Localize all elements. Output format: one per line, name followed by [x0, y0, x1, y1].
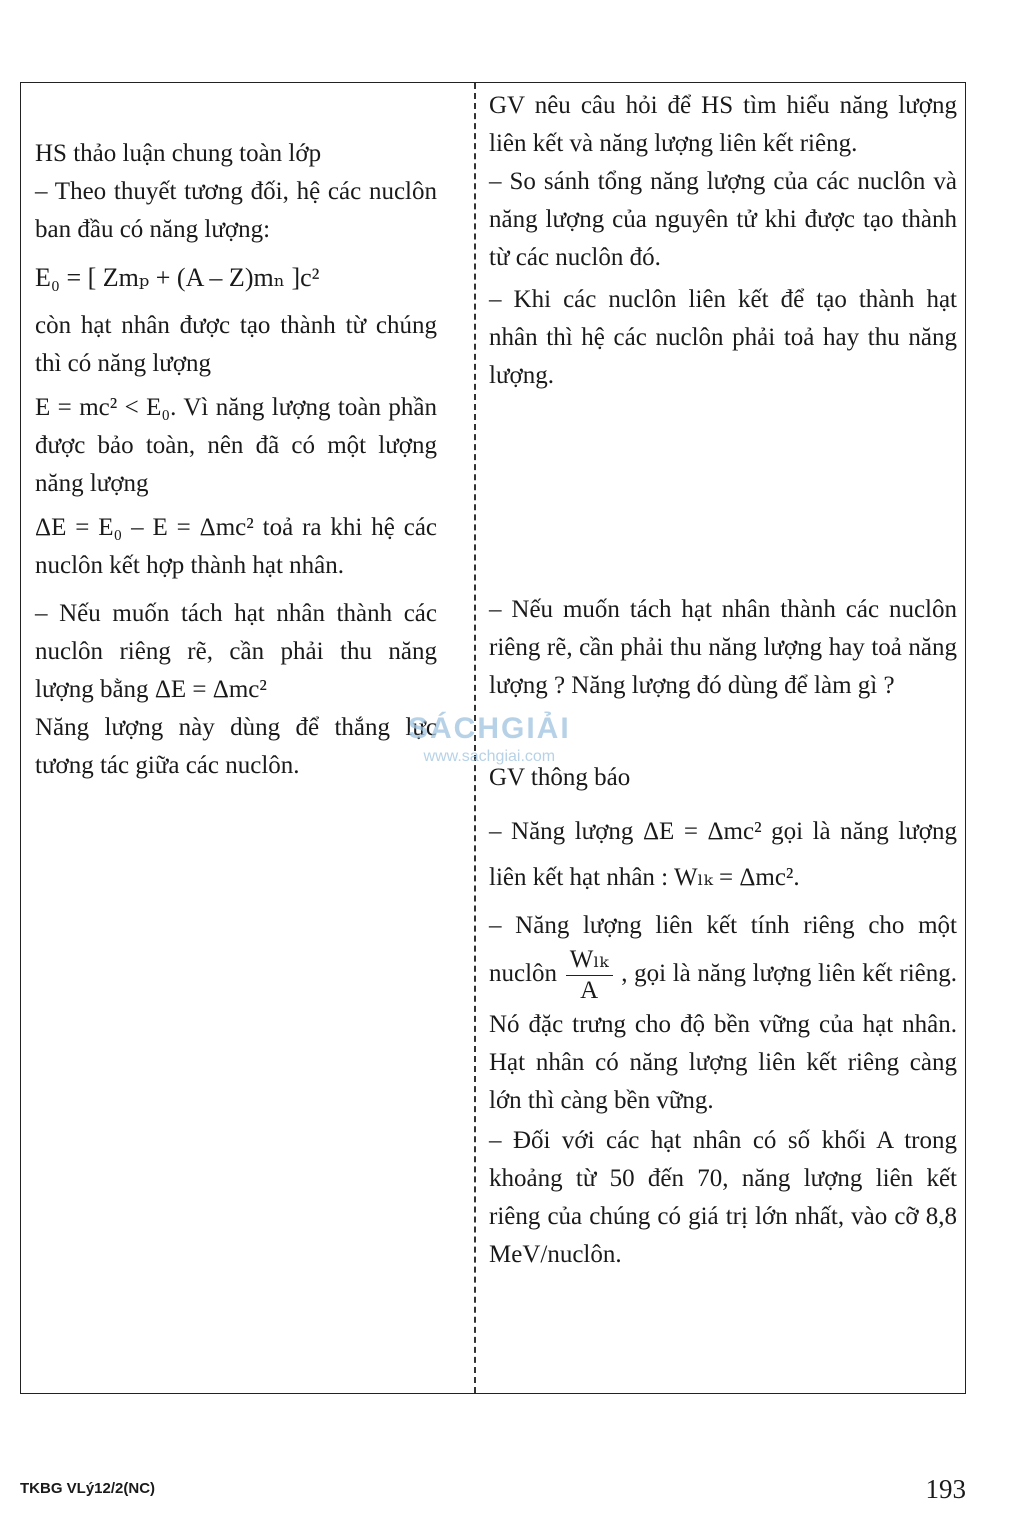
book-code: TKBG VLý12/2(NC) [20, 1480, 156, 1497]
left-paragraph-1d: toả ra khi hệ các nuclôn kết hợp thành hạt nhân. [35, 514, 438, 579]
equation-wlk: Wₗₖ = Δmc². [673, 864, 800, 891]
gv-notice: GV thông báo [489, 764, 631, 791]
watermark-logo: SÁCHGIẢI [408, 712, 571, 745]
teacher-column [489, 83, 957, 1274]
right-paragraph-4: – Nếu muốn tách hạt nhân thành các nuclôn riêng rẽ, cần phải thu năng lượng hay toả năng lượng ? Năng lượng đó dùng để làm gì ? [489, 596, 957, 699]
right-paragraph-2: – So sánh tổng năng lượng của các nuclôn và năng lượng của nguyên tử khi được tạo thành từ các nuclôn đó. [489, 168, 957, 271]
watermark [408, 712, 571, 766]
left-paragraph-2a: – Nếu muốn tách hạt nhân thành các nuclôn riêng rẽ, cần phải thu năng lượng bằng [35, 600, 437, 703]
left-paragraph-1b: còn hạt nhân được tạo thành từ chúng thì có năng lượng [35, 312, 437, 377]
right-paragraph-5b: gọi là năng lượng liên kết hạt nhân : [489, 818, 957, 891]
right-paragraph-1: GV nêu câu hỏi để HS tìm hiểu năng lượng liên kết và năng lượng liên kết riêng. [489, 92, 957, 157]
right-paragraph-7: – Đối với các hạt nhân có số khối A trong khoảng từ 50 đến 70, năng lượng liên kết riêng của chúng có giá trị lớn nhất, vào cỡ 8,8 MeV/nuclôn. [489, 1127, 957, 1268]
equation-binding-energy: ΔE = Δmc² [642, 818, 762, 845]
page-number: 193 [925, 1474, 966, 1504]
right-paragraph-5a: – Năng lượng [489, 818, 634, 845]
left-heading: HS thảo luận chung toàn lớp [35, 140, 322, 167]
right-paragraph-6b: , gọi là năng lượng liên kết riêng. Nó đặc trưng cho độ bền vững của hạt nhân. Hạt nhân có năng lượng liên kết riêng càng lớn thì càng bền vững. [489, 960, 958, 1114]
right-paragraph-6a: – Năng lượng liên kết tính riêng cho một nuclôn [489, 912, 957, 988]
student-column [35, 83, 437, 785]
right-paragraph-3: – Khi các nuclôn liên kết để tạo thành hạt nhân thì hệ các nuclôn phải toả hay thu năng lượng. [489, 286, 957, 389]
fraction-numerator: Wₗₖ [566, 945, 613, 976]
left-paragraph-1c: Vì năng lượng toàn phần được bảo toàn, nên đã có một lượng năng lượng [35, 394, 437, 497]
watermark-url: www.sachgiai.com [423, 748, 556, 765]
equation-e: E = mc² < E₀. [35, 394, 177, 421]
fraction-denominator: A [580, 977, 599, 1004]
equation-delta-e: ΔE = E₀ – E = Δmc² [35, 514, 254, 541]
equation-delta-mc2: ΔE = Δmc² [154, 676, 267, 703]
left-paragraph-1a: – Theo thuyết tương đối, hệ các nuclôn ban đầu có năng lượng: [35, 178, 437, 243]
fraction-wlk-over-a [566, 945, 613, 1006]
left-paragraph-2b: Năng lượng này dùng để thắng lực tương tác giữa các nuclôn. [35, 714, 437, 779]
equation-e0: E₀ = [ Zmₚ + (A – Z)mₙ ]c² [35, 263, 320, 292]
